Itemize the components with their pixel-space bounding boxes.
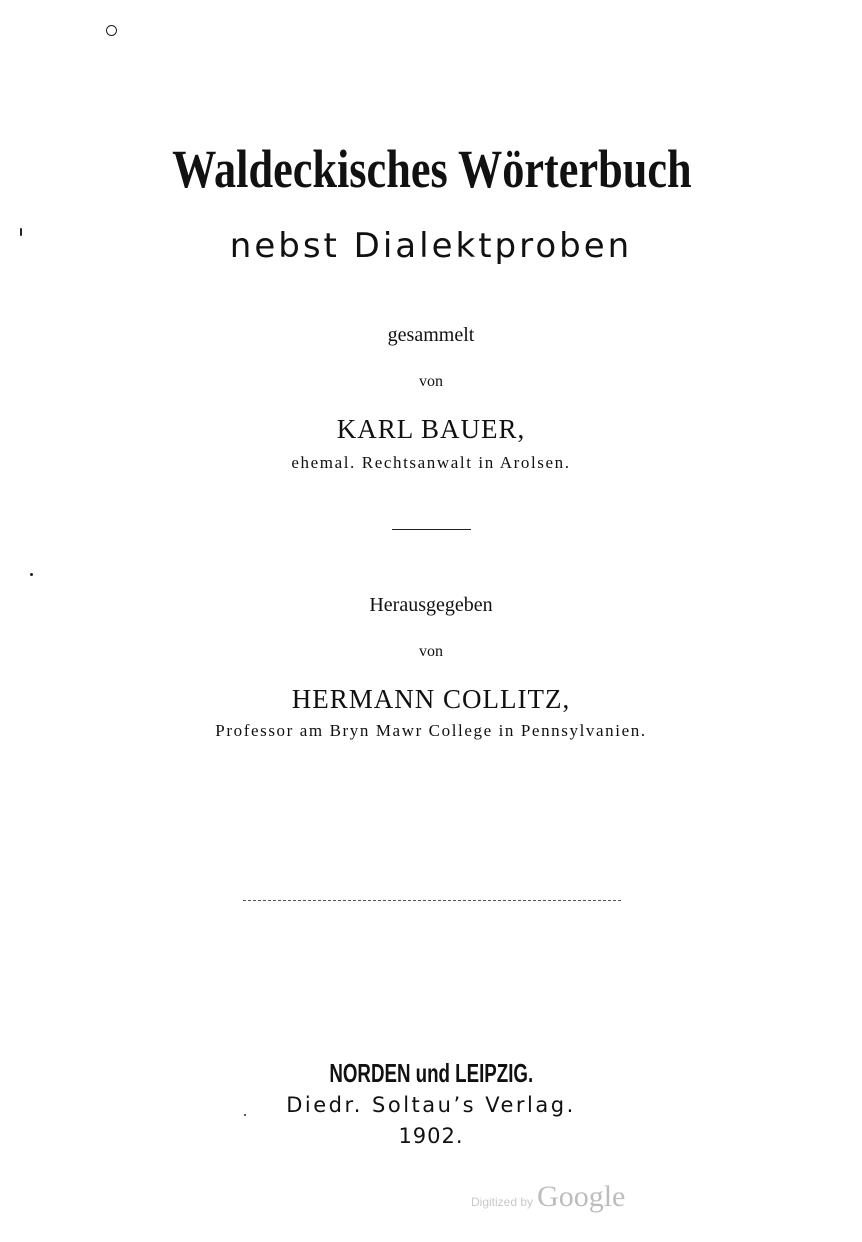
scan-circle-mark: [106, 25, 117, 36]
by-label-author: von: [419, 373, 443, 390]
by-label-editor: von: [419, 643, 443, 660]
dashed-separator: [243, 900, 621, 902]
author-name: KARL BAUER,: [336, 414, 526, 444]
publisher-name: Diedr. Soltau’s Verlag.: [286, 1093, 576, 1117]
divider-rule: [392, 529, 471, 530]
digitized-watermark: [471, 1180, 625, 1214]
publication-year: 1902.: [398, 1124, 464, 1148]
book-subtitle: nebst Dialektproben: [229, 226, 633, 266]
edited-label: Herausgegeben: [369, 594, 493, 616]
editor-name: HERMANN COLLITZ,: [291, 684, 571, 714]
collected-label: gesammelt: [387, 324, 475, 346]
publisher-place: NORDEN und LEIPZIG.: [329, 1058, 534, 1088]
watermark-prefix: Digitized by: [471, 1195, 534, 1209]
scan-speck: [30, 573, 33, 576]
watermark-brand: Google: [537, 1180, 626, 1213]
author-affiliation: ehemal. Rechtsanwalt in Arolsen.: [291, 453, 571, 472]
editor-affiliation: Professor am Bryn Mawr College in Pennsylvanien.: [215, 721, 647, 740]
book-title: Waldeckisches Wörterbuch: [172, 139, 692, 199]
